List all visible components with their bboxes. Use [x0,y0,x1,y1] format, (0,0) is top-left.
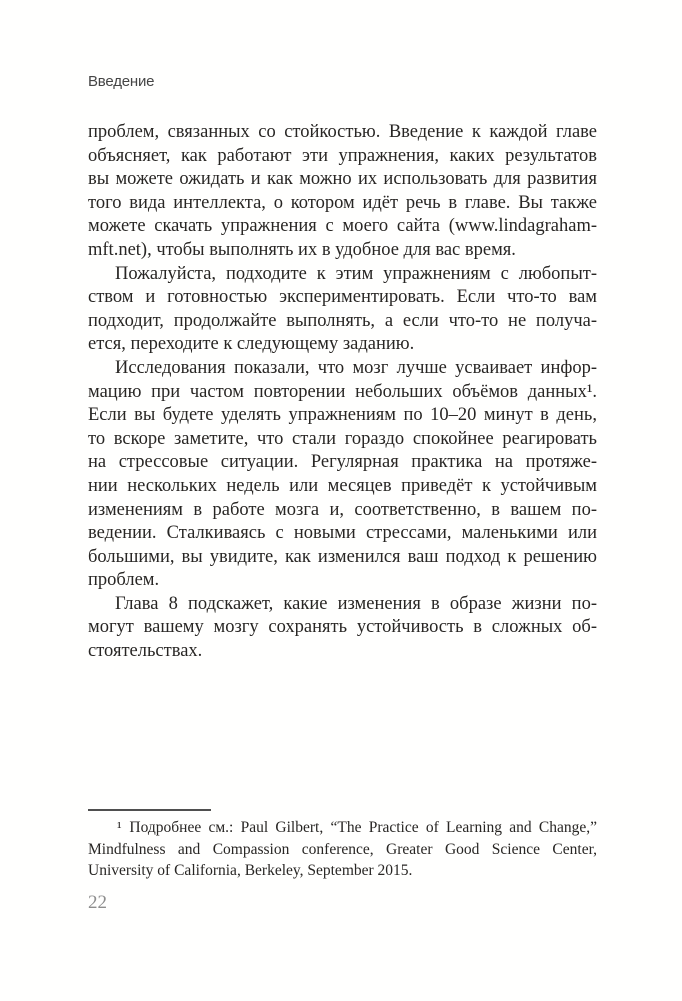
body-text-line: большими, вы увидите, как изменился ваш подход к решению [88,546,597,567]
body-text-line: проблем. [88,570,160,591]
body-text-line: стоятельствах. [88,641,203,662]
body-text-line: вы можете ожидать и как можно их использовать для развития [88,169,597,190]
body-text-line: нии нескольких недель или месяцев приведёт к устойчивым [88,475,597,496]
running-header: Введение [88,73,155,90]
body-text-line: объясняет, как работают эти упражнения, каких результатов [88,145,597,166]
body-text-line: на стрессовые ситуации. Регулярная практика на протяже- [88,452,597,473]
body-text-line: то вскоре заметите, что стали гораздо спокойнее реагировать [88,428,597,449]
body-text-line: ством и готовностью экспериментировать. Если что-то вам [88,287,597,308]
body-text-line: Исследования показали, что мозг лучше усваивает инфор- [115,357,597,378]
body-text-line: Пожалуйста, подходите к этим упражнениям с любопыт- [115,263,597,284]
body-text-line: можете скачать упражнения с моего сайта (www.lindagraham- [88,216,597,237]
body-text-line: Глава 8 подскажет, какие изменения в образе жизни по- [115,593,597,614]
body-text-line: ется, переходите к следующему заданию. [88,334,415,355]
body-text-line: могут вашему мозгу сохранять устойчивость в сложных об- [88,617,597,638]
body-text-line: ведении. Сталкиваясь с новыми стрессами, маленькими или [88,523,597,544]
body-text-line: mft.net), чтобы выполнять их в удобное для вас время. [88,239,516,260]
body-text-line: мацию при частом повторении небольших объёмов данных¹. [88,381,597,402]
footnote-line: University of California, Berkeley, September 2015. [88,862,413,880]
body-text-line: того вида интеллекта, о котором идёт речь в главе. Вы также [88,192,597,213]
footnote [88,817,597,882]
footnote-divider [88,809,211,811]
page-number: 22 [88,892,107,913]
body-text [88,121,597,664]
body-text-line: проблем, связанных со стойкостью. Введение к каждой главе [88,122,597,142]
body-text-line: подходит, продолжайте выполнять, а если что-то не получа- [88,310,597,331]
footnote-line: ¹ Подробнее см.: Paul Gilbert, “The Practice of Learning and Change,” [117,819,597,836]
body-text-line: изменениям в работе мозга и, соответственно, в вашем по- [88,499,597,520]
body-text-line: Если вы будете уделять упражнениям по 10–20 минут в день, [88,405,597,426]
footnote-line: Mindfulness and Compassion conference, Greater Good Science Center, [88,840,597,858]
